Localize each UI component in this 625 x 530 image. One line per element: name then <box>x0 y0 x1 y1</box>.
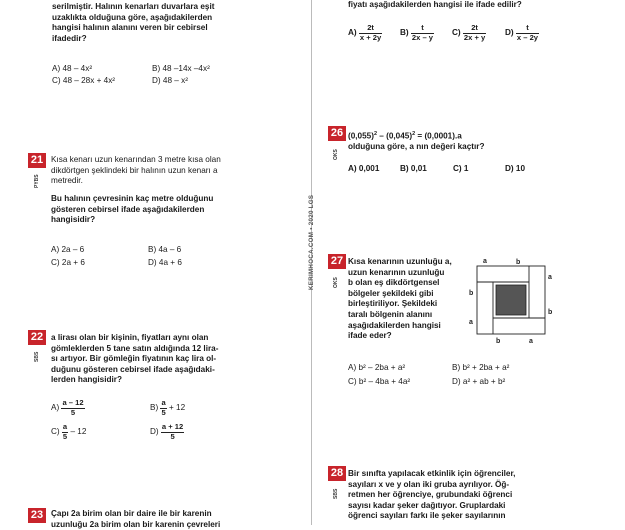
q26-option-b[interactable]: B) 0,01 <box>400 164 427 173</box>
question-number-27: 27 <box>328 254 346 269</box>
q20-line: hangisi halının alanını veren bir cebirsel <box>52 23 208 33</box>
fraction <box>411 24 434 42</box>
numerator: a <box>161 398 166 407</box>
q25-stem: fiyatı aşağıdakilerden hangisi ile ifade edilir? <box>348 0 522 9</box>
q25-option-c[interactable] <box>452 24 486 42</box>
q23-line: uzunluğu 2a birim olan bir karenin çevreleri <box>51 519 221 529</box>
equation-part: = (0,0001).a <box>415 131 462 141</box>
option-rest: – 12 <box>70 427 87 437</box>
q28-stem <box>348 469 515 522</box>
q22-line: duğunu gösteren cebirsel ifade aşağıdaki- <box>51 364 215 374</box>
q21-question <box>51 194 213 226</box>
q21-stem <box>51 155 221 187</box>
q26-equation <box>348 129 484 142</box>
question-number-23: 23 <box>28 508 46 523</box>
question-number-21: 21 <box>28 153 46 168</box>
label-b: b <box>548 309 553 316</box>
q28-line: Bir sınıfta yapılacak etkinlik için öğrenciler, <box>348 469 516 478</box>
q22-stem <box>51 333 218 386</box>
q25-option-b[interactable] <box>400 24 434 42</box>
q27-option-a[interactable]: A) b² – 2ba + a² <box>348 363 406 372</box>
q22-option-a[interactable] <box>51 399 85 417</box>
option-label: B) <box>400 28 409 38</box>
q27-option-d[interactable]: D) a² + ab + b² <box>452 377 506 386</box>
source-tag: SBS <box>34 351 40 362</box>
label-a: a <box>469 319 473 326</box>
q20-line: ifadedir? <box>52 33 87 43</box>
option-label: D) <box>505 28 514 38</box>
q20-stem <box>52 2 214 44</box>
q26-option-d[interactable]: D) 10 <box>505 164 526 173</box>
option-label: D) <box>150 427 159 437</box>
numerator: 2t <box>463 24 486 34</box>
label-b: b <box>496 338 501 345</box>
q21-line: Bu halının çevresinin kaç metre olduğunu <box>51 194 214 203</box>
question-number-28: 28 <box>328 466 346 481</box>
q27-line: bölgeler şekildeki gibi <box>348 288 434 298</box>
q28-line: sayıları x ve y olan iki gruba ayrılıyor. Öğ- <box>348 479 510 489</box>
label-b: b <box>469 290 474 297</box>
q20-option-d[interactable]: D) 48 – x² <box>152 76 188 85</box>
label-b: b <box>516 259 521 266</box>
denominator: 5 <box>70 407 76 417</box>
label-a: a <box>548 274 552 281</box>
q22-option-b[interactable] <box>150 399 185 417</box>
option-label: A) <box>348 28 357 38</box>
shaded-region <box>496 285 526 315</box>
fraction <box>62 423 68 441</box>
q27-line: birleştiriliyor. Şekildeki <box>348 299 438 309</box>
q26-stem <box>348 129 484 153</box>
q26-line: olduğuna göre, a nın değeri kaçtır? <box>348 142 485 152</box>
denominator: 5 <box>170 431 175 441</box>
option-label: A) <box>51 403 60 413</box>
q20-line: serilmiştir. Halının kenarları duvarlara eşit <box>52 2 215 11</box>
q22-option-d[interactable] <box>150 423 184 441</box>
source-tag: PYBS <box>34 174 40 188</box>
q25-option-a[interactable] <box>348 24 382 42</box>
fraction <box>359 24 382 42</box>
numerator: a + 12 <box>161 422 184 431</box>
option-label: C) <box>452 28 461 38</box>
q21-option-c[interactable]: C) 2a + 6 <box>51 258 85 267</box>
q23-stem <box>51 509 220 530</box>
q28-line: sayısı kadar şeker dağıtıyor. Gruplardaki <box>348 500 506 510</box>
q23-line: Çapı 2a birim olan bir daire ile bir karenin <box>51 509 212 518</box>
numerator: 2t <box>359 24 382 34</box>
q27-line: ifade eder? <box>348 331 392 341</box>
q28-line: retmen her öğrenciye, grubundaki öğrenci <box>348 490 513 500</box>
q27-line: Kısa kenarının uzunluğu a, <box>348 257 452 266</box>
question-number-22: 22 <box>28 330 46 345</box>
watermark: KERIMHOCA.COM • 2020 LGS <box>308 194 315 290</box>
source-tag: OKS <box>333 149 339 160</box>
equation-part: – (0,045) <box>377 131 413 141</box>
q27-line: aşağıdakilerden hangisi <box>348 320 441 330</box>
q27-line: taralı bölgenin alanını <box>348 309 433 319</box>
label-a: a <box>529 338 533 345</box>
q21-line: hangisidir? <box>51 215 96 225</box>
q22-line: sı artıyor. Bir gömleğin fiyatının kaç lira ol- <box>51 354 217 364</box>
numerator: t <box>411 24 434 34</box>
label-a: a <box>483 258 487 265</box>
q21-option-b[interactable]: B) 4a – 6 <box>148 245 182 254</box>
q25-option-d[interactable] <box>505 24 539 42</box>
fraction <box>61 399 84 417</box>
numerator: a – 12 <box>62 398 84 407</box>
q21-line: gösteren cebirsel ifade aşağıdakilerden <box>51 204 205 214</box>
option-label: C) <box>51 427 60 437</box>
denominator: 5 <box>161 407 166 417</box>
q27-stem <box>348 257 452 342</box>
q27-option-b[interactable]: B) b² + 2ba + a² <box>452 363 510 372</box>
q27-line: b olan eş dikdörtgensel <box>348 278 440 288</box>
equation-part: (0,055) <box>348 131 374 141</box>
q21-line: dikdörtgen şeklindeki bir halının uzun kenarı a <box>51 165 218 175</box>
q26-option-a[interactable]: A) 0,001 <box>348 164 380 173</box>
q21-option-d[interactable]: D) 4a + 6 <box>148 258 182 267</box>
numerator: t <box>516 24 539 34</box>
fraction <box>160 399 166 417</box>
q21-line: Kısa kenarı uzun kenarından 3 metre kısa olan <box>51 155 221 164</box>
fraction <box>463 24 486 42</box>
question-number-26: 26 <box>328 126 346 141</box>
fraction <box>161 423 184 441</box>
exponent: 2 <box>412 131 416 137</box>
fraction <box>516 24 539 42</box>
denominator: 2x + y <box>463 32 486 42</box>
q22-line: a lirası olan bir kişinin, fiyatları aynı olan <box>51 333 209 342</box>
option-label: B) <box>150 403 159 413</box>
q20-line: uzaklıkta olduğuna göre, aşağıdakilerden <box>52 12 213 22</box>
rectangles-figure <box>465 256 557 348</box>
q28-line: öğrenci sayıları farkı ile şeker sayılarının <box>348 511 506 521</box>
source-tag: OKS <box>333 277 339 288</box>
source-tag: SBS <box>333 488 339 499</box>
q20-option-c[interactable]: C) 48 – 28x + 4x² <box>52 76 116 85</box>
denominator: x – 2y <box>516 32 539 42</box>
option-rest: + 12 <box>168 403 186 413</box>
q22-line: lerden hangisidir? <box>51 375 122 385</box>
q22-option-c[interactable] <box>51 423 86 441</box>
q21-line: metredir. <box>51 176 83 186</box>
denominator: 5 <box>62 431 68 441</box>
q27-option-c[interactable]: C) b² – 4ba + 4a² <box>348 377 411 386</box>
q21-option-a[interactable]: A) 2a – 6 <box>51 245 85 254</box>
q20-option-a[interactable]: A) 48 – 4x² <box>52 64 93 73</box>
numerator: a <box>62 422 68 431</box>
exponent: 2 <box>373 131 378 137</box>
denominator: 2x – y <box>411 32 434 42</box>
q20-option-b[interactable]: B) 48 –14x –4x² <box>152 64 210 73</box>
q27-line: uzun kenarının uzunluğu <box>348 267 445 277</box>
q26-option-c[interactable]: C) 1 <box>453 164 469 173</box>
denominator: x + 2y <box>359 32 382 42</box>
q22-line: gömleklerden 5 tane satın aldığında 12 lira- <box>51 343 219 353</box>
